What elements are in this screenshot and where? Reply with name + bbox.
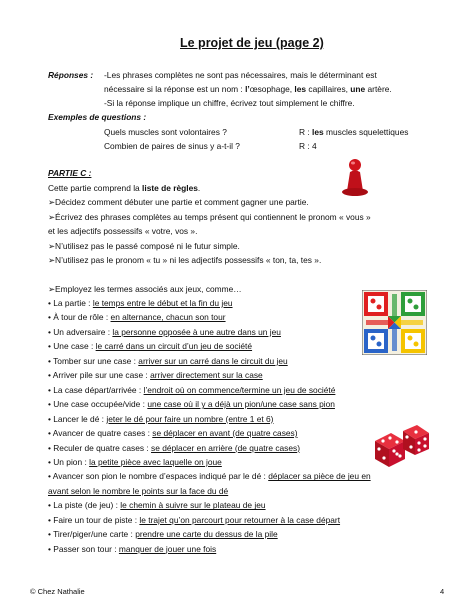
rule-item: et les adjectifs possessifs « votre, vos ».: [48, 226, 198, 236]
rule-item: ➢Écrivez des phrases complètes au temps présent qui contiennent le pronom « vous »: [48, 212, 371, 222]
example-question-2: Combien de paires de sinus y a-t-il ?: [104, 141, 240, 151]
term-definition: l’endroit où on commence/termine un jeu de société: [143, 384, 336, 395]
term-row: [48, 544, 216, 555]
partie-intro-text: Cette partie comprend la: [48, 183, 143, 193]
term-label: • La partie :: [48, 298, 93, 308]
term-row: [48, 486, 228, 497]
term-label: • Avancer son pion le nombre d’espaces indiqué par le dé :: [48, 471, 269, 482]
term-label: • Arriver pile sur une case :: [48, 370, 151, 381]
term-definition: le carré dans un circuit d’un jeu de société: [95, 341, 253, 352]
term-row: [48, 471, 371, 482]
term-row: [48, 443, 300, 454]
rule-item: ➢N’utilisez pas le passé composé ni le futur simple.: [48, 241, 240, 251]
term-label: • La piste (de jeu) :: [48, 500, 121, 511]
term-definition: en alternance, chacun son tour: [110, 312, 226, 323]
term-label: avant selon le nombre le points sur la face du dé: [48, 485, 229, 496]
dice-icon: [373, 423, 431, 469]
term-definition: le trajet qu’on parcourt pour retourner à la case départ: [139, 514, 341, 525]
partie-label: PARTIE C :: [48, 168, 92, 178]
term-definition: se déplacer en arrière (de quatre cases): [151, 442, 300, 453]
example-question-1: Quels muscles sont volontaires ?: [104, 127, 227, 137]
bold-article: une: [350, 84, 366, 94]
term-row: [48, 356, 288, 367]
example-answer-1: [299, 127, 408, 138]
term-row: [48, 457, 222, 468]
partie-intro-bold: liste de règles: [142, 183, 198, 193]
term-definition: se déplacer en avant (de quatre cases): [152, 428, 298, 438]
rule-item: ➢Décidez comment débuter une partie et comment gagner une partie.: [48, 197, 309, 207]
term-label: • La case départ/arrivée :: [48, 384, 144, 395]
term-definition: une case où il y a déjà un pion/une case sans pion: [147, 399, 335, 410]
board-game-icon: [362, 290, 427, 355]
reponses-label: Réponses :: [48, 70, 94, 80]
partie-intro: [48, 183, 200, 194]
reponses-line1: -Les phrases complètes ne sont pas nécessaires, mais le déterminant est: [104, 70, 377, 80]
reponses-line2-text: capillaires,: [306, 84, 351, 94]
bold-article: l’: [245, 84, 250, 94]
term-row: [48, 500, 266, 511]
term-definition: arriver sur un carré dans le circuit du jeu: [138, 355, 288, 366]
term-label: • Reculer de quatre cases :: [48, 442, 152, 453]
term-label: • Tomber sur une case :: [48, 355, 139, 366]
reponses-line2-text: œsophage,: [249, 84, 295, 94]
term-row: [48, 312, 226, 323]
reponses-line2-text: artère.: [365, 84, 392, 94]
term-label: • Faire un tour de piste :: [48, 514, 140, 525]
term-row: [48, 428, 298, 439]
term-definition: arriver directement sur la case: [150, 370, 263, 381]
page-title: Le projet de jeu (page 2): [180, 36, 324, 50]
term-definition: déplacer sa pièce de jeu en: [268, 471, 371, 482]
page-number: 4: [440, 587, 445, 596]
term-label: • Lancer le dé :: [48, 413, 107, 424]
term-label: • Une case :: [48, 341, 96, 352]
term-row: [48, 399, 335, 410]
terms-intro: ➢Employez les termes associés aux jeux, comme…: [48, 284, 242, 294]
term-definition: la petite pièce avec laquelle on joue: [89, 456, 222, 467]
term-row: [48, 327, 281, 338]
term-label: • Tirer/piger/une carte :: [48, 529, 136, 540]
term-definition: jeter le dé pour faire un nombre (entre 1 et 6): [106, 413, 274, 424]
reponses-line2-text: nécessaire si la réponse est un nom :: [104, 84, 246, 94]
reponses-line2: [104, 84, 392, 95]
term-row: [48, 298, 233, 309]
exemples-label: Exemples de questions :: [48, 112, 147, 122]
term-definition: la personne opposée à une autre dans un jeu: [112, 326, 281, 337]
term-label: • Une case occupée/vide :: [48, 399, 148, 410]
example-answer-2: R : 4: [299, 141, 317, 151]
term-row: [48, 414, 273, 425]
footer-copyright: © Chez Nathalie: [30, 587, 85, 596]
answer-text: muscles squelettiques: [323, 127, 409, 137]
reponses-line3: -Si la réponse implique un chiffre, écrivez tout simplement le chiffre.: [104, 98, 355, 108]
rule-item: ➢N’utilisez pas le pronom « tu » ni les adjectifs possessifs « ton, ta, tes ».: [48, 255, 322, 265]
answer-prefix: R :: [299, 127, 313, 137]
term-definition: manquer de jouer une fois: [118, 543, 217, 554]
term-definition: prendre une carte du dessus de la pile: [135, 529, 278, 540]
bold-article: les: [294, 84, 307, 94]
partie-intro-text: .: [197, 183, 201, 193]
term-definition: le chemin à suivre sur le plateau de jeu: [120, 500, 266, 511]
term-label: • Un adversaire :: [48, 326, 113, 337]
term-row: [48, 529, 278, 540]
term-label: • Passer son tour :: [48, 543, 119, 554]
bold-article: les: [312, 127, 324, 137]
term-row: [48, 385, 335, 396]
term-label: • À tour de rôle :: [48, 312, 111, 323]
pawn-icon: [338, 158, 372, 198]
term-definition: le temps entre le début et la fin du jeu: [92, 298, 233, 308]
term-label: • Avancer de quatre cases :: [48, 428, 153, 438]
term-label: • Un pion :: [48, 456, 90, 467]
term-row: [48, 515, 340, 526]
term-row: [48, 341, 252, 352]
term-row: [48, 370, 263, 381]
